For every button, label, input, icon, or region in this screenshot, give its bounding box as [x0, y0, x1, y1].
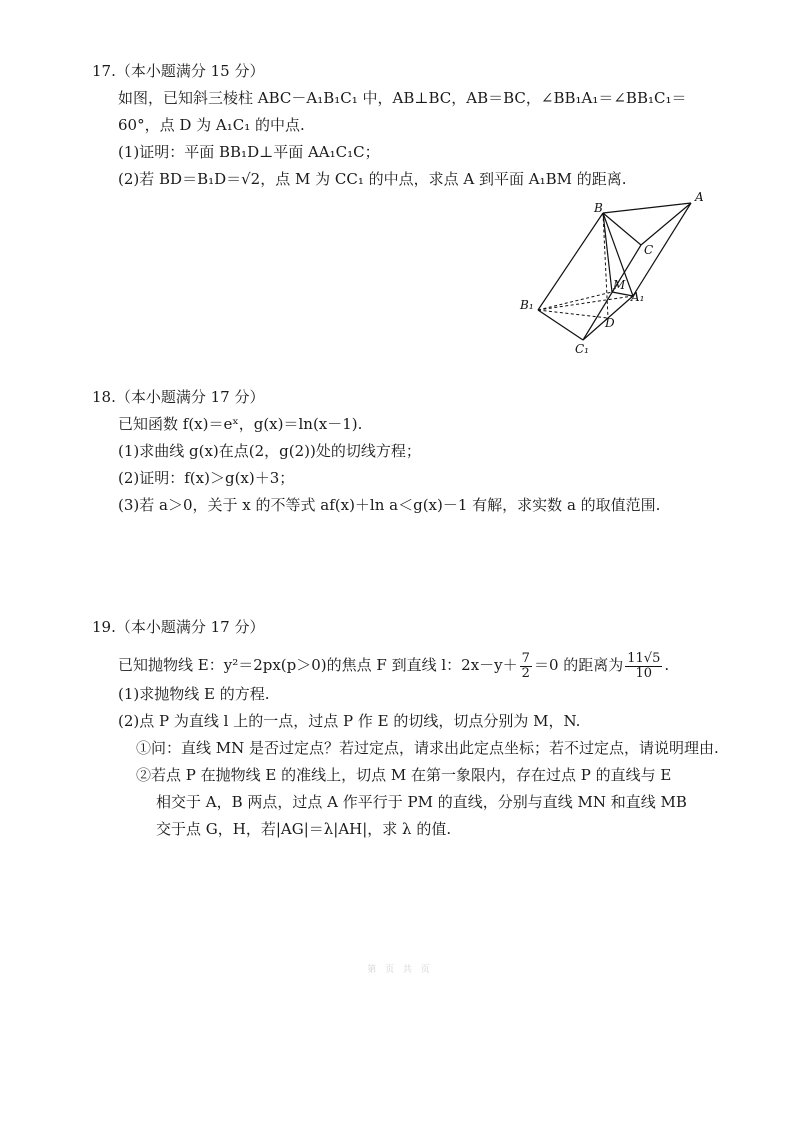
edge-BB1 — [538, 213, 603, 310]
edge-AA1 — [633, 203, 691, 296]
q17-part1: (1)证明：平面 BB₁D⊥平面 AA₁C₁C； — [118, 143, 380, 161]
q19-sub2-line2: 相交于 A，B 两点，过点 A 作平行于 PM 的直线，分别与直线 MN 和直线 MB — [156, 793, 687, 811]
q17-part2: (2)若 BD＝B₁D＝√2，点 M 为 CC₁ 的中点，求点 A 到平面 A₁BM 的距离. — [118, 170, 627, 188]
q18-stem: 已知函数 f(x)＝eˣ，g(x)＝ln(x－1). — [118, 415, 363, 433]
q18-part2: (2)证明：f(x)＞g(x)＋3； — [118, 469, 295, 487]
label-D: D — [605, 316, 615, 330]
question-18 — [92, 384, 732, 519]
q19-stem-part-c: . — [664, 656, 670, 674]
edge-CA — [641, 203, 691, 245]
q18-part1: (1)求曲线 g(x)在点(2，g(2))处的切线方程； — [118, 442, 421, 460]
q18-header: 18.（本小题满分 17 分） — [92, 388, 265, 406]
edge-BA — [603, 203, 691, 213]
q17-stem-line1: 如图，已知斜三棱柱 ABC－A₁B₁C₁ 中，AB⊥BC，AB＝BC，∠BB₁A₁＝∠BB₁C₁＝ — [118, 89, 687, 107]
edge-B1M-hidden — [538, 292, 612, 310]
label-M: M — [613, 278, 626, 292]
label-B: B — [594, 201, 603, 215]
q19-sub1: ①问：直线 MN 是否过定点？若过定点，请求出此定点坐标；若不过定点，请说明理由. — [136, 739, 719, 757]
label-A1: A₁ — [631, 290, 645, 304]
question-19 — [92, 614, 732, 843]
label-C: C — [644, 243, 654, 257]
q19-header: 19.（本小题满分 17 分） — [92, 618, 265, 636]
page-footer: 第 页 共 页 — [367, 965, 433, 975]
q19-sub2-line1: ②若点 P 在抛物线 E 的准线上，切点 M 在第一象限内，存在过点 P 的直线与 E — [136, 766, 672, 784]
q19-stem-part-a: 已知抛物线 E：y²＝2px(p＞0)的焦点 F 到直线 l：2x－y＋ — [118, 656, 518, 674]
q17-stem-line2: 60°，点 D 为 A₁C₁ 的中点. — [118, 116, 305, 134]
fraction-distance: $\frac{11√5}{10}$ — [627, 650, 661, 681]
q19-part2: (2)点 P 为直线 l 上的一点，过点 P 作 E 的切线，切点分别为 M，N. — [118, 712, 581, 730]
label-C1: C₁ — [575, 342, 589, 356]
question-17 — [92, 58, 732, 193]
fraction-seven-halves: $\frac{7}{2}$ — [521, 650, 530, 681]
label-A: A — [695, 190, 704, 204]
label-B1: B₁ — [520, 298, 534, 312]
edge-MA1 — [612, 292, 633, 296]
q19-stem — [92, 649, 732, 681]
prism-figure — [515, 185, 720, 360]
q19-sub2-line3: 交于点 G，H，若|AG|＝λ|AH|，求 λ 的值. — [156, 820, 452, 838]
q19-stem-part-b: ＝0 的距离为 — [533, 656, 624, 674]
q17-header: 17.（本小题满分 15 分） — [92, 62, 265, 80]
q18-part3: (3)若 a＞0，关于 x 的不等式 af(x)＋ln a＜g(x)－1 有解，求实数 a 的取值范围. — [118, 496, 661, 514]
q19-part1: (1)求抛物线 E 的方程. — [118, 685, 270, 703]
